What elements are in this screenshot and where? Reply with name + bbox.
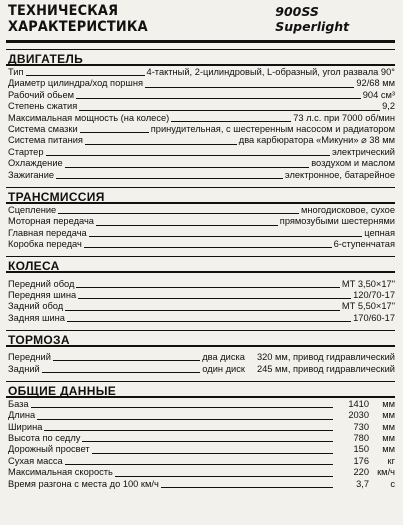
divider — [6, 324, 395, 331]
spec-row — [8, 278, 395, 289]
spec-row — [8, 290, 395, 301]
leader-line — [80, 132, 149, 133]
wheels-rows — [6, 273, 395, 324]
spec-row — [8, 399, 395, 410]
divider — [6, 181, 395, 188]
row-label: Максимальная скорость — [8, 467, 113, 478]
row-label: Передний — [8, 352, 51, 363]
divider — [6, 250, 395, 257]
divider — [6, 43, 395, 50]
leader-line — [85, 144, 237, 145]
leader-line — [58, 213, 299, 214]
row-label: Задний — [8, 363, 40, 374]
section-title-transmission: ТРАНСМИССИЯ — [6, 188, 395, 204]
row-unit: мм — [382, 421, 395, 432]
spec-row — [8, 78, 395, 89]
leader-line — [115, 476, 333, 477]
leader-line — [76, 287, 339, 288]
row-value: МТ 5,50×17" — [341, 301, 395, 312]
spec-row — [8, 352, 395, 363]
leader-line — [82, 441, 333, 442]
spec-row — [8, 479, 395, 490]
section-title-engine: ДВИГАТЕЛЬ — [6, 50, 395, 66]
spec-row — [8, 135, 395, 146]
row-value: 170/60-17 — [353, 312, 395, 323]
row-label: Система смазки — [8, 124, 78, 135]
leader-line — [42, 372, 201, 373]
spec-row — [8, 205, 395, 216]
row-value: электрический — [331, 146, 395, 157]
spec-row — [8, 101, 395, 112]
row-label: Передний обод — [8, 278, 75, 289]
row-label: Рабочий обьем — [8, 89, 75, 100]
leader-line — [65, 310, 340, 311]
row-label: Сухая масса — [8, 455, 63, 466]
row-value: многодисковое, сухое — [301, 205, 395, 215]
row-value: 730 — [353, 421, 369, 432]
row-unit: с — [390, 478, 395, 489]
row-value: 780 — [353, 433, 369, 444]
spec-row — [8, 67, 395, 78]
row-label: Диаметр цилиндра/ход поршня — [8, 78, 144, 89]
row-unit: мм — [382, 398, 395, 409]
row-label: Главная передача — [8, 227, 87, 238]
row-label: Задняя шина — [8, 312, 65, 323]
row-label: Степень сжатия — [8, 101, 78, 112]
row-value: 3,7 — [356, 478, 369, 489]
row-label: База — [8, 398, 29, 409]
leader-line — [96, 225, 278, 226]
row-value: 2030 — [348, 410, 369, 421]
engine-rows — [6, 66, 395, 181]
leader-line — [89, 236, 363, 237]
leader-line — [65, 167, 310, 168]
row-value: прямозубыми шестернями — [279, 216, 395, 227]
row-label: Время разгона с места до 100 км/ч — [8, 478, 159, 489]
spec-row — [8, 363, 395, 374]
row-label: Сцепление — [8, 205, 57, 215]
row-label: Ширина — [8, 421, 43, 432]
leader-line — [161, 487, 333, 488]
row-label: Задний обод — [8, 301, 64, 312]
row-value: 6-ступенчатая — [333, 239, 395, 250]
row-value: 92/68 мм — [356, 78, 395, 89]
leader-line — [53, 360, 200, 361]
spec-row — [8, 467, 395, 478]
spec-row — [8, 410, 395, 421]
row-value: 73 л.с. при 7000 об/мин — [293, 112, 395, 123]
row-value: МТ 3,50×17" — [341, 278, 395, 289]
row-unit: км/ч — [377, 467, 395, 478]
leader-line — [76, 98, 361, 99]
row-label: Зажигание — [8, 169, 55, 180]
row-label: Дорожный просвет — [8, 444, 90, 455]
leader-line — [145, 87, 354, 88]
row-label: Охлаждение — [8, 158, 63, 169]
spec-row — [8, 216, 395, 227]
leader-line — [67, 321, 351, 322]
spec-row — [8, 239, 395, 250]
transmission-rows — [6, 204, 395, 251]
section-title-general: ОБЩИЕ ДАННЫЕ — [6, 382, 395, 398]
spec-row — [8, 113, 395, 124]
row-value: 150 — [353, 444, 369, 455]
leader-line — [56, 178, 283, 179]
row-label: Максимальная мощность (на колесе) — [8, 112, 170, 123]
leader-line — [31, 407, 333, 408]
row-value: 9,2 — [382, 101, 395, 112]
spec-row — [8, 90, 395, 101]
spec-header — [6, 0, 395, 43]
row-label: Коробка передач — [8, 239, 82, 250]
row-unit: мм — [382, 444, 395, 455]
row-unit: мм — [382, 410, 395, 421]
row-unit: мм — [382, 433, 395, 444]
brakes-rows — [6, 347, 395, 375]
row-value: 120/70-17 — [353, 289, 395, 300]
leader-line — [171, 121, 291, 122]
row-value: цепная — [364, 227, 395, 238]
leader-line — [65, 464, 333, 465]
model-name: 900SS Superlight — [275, 4, 350, 34]
row-value: электронное, батарейное — [284, 169, 395, 180]
spec-row — [8, 456, 395, 467]
spec-row — [8, 301, 395, 312]
row-value: 904 см³ — [362, 89, 395, 100]
row-value: 4-тактный, 2-цилиндровый, L-образный, угол развала 90° — [146, 67, 395, 78]
row-value: принудительная, с шестеренным насосом и радиатором — [150, 124, 395, 135]
leader-line — [44, 430, 333, 431]
section-title-brakes: ТОРМОЗА — [6, 331, 395, 347]
row-label: Передняя шина — [8, 289, 77, 300]
spec-row — [8, 433, 395, 444]
leader-line — [79, 110, 380, 111]
row-unit: кг — [387, 455, 395, 466]
row-label: Длина — [8, 410, 36, 421]
row-label: Система питания — [8, 135, 83, 146]
row-value: 176 — [353, 455, 369, 466]
spec-title: ТЕХНИЧЕСКАЯ ХАРАКТЕРИСТИКА — [8, 3, 148, 35]
spec-row — [8, 444, 395, 455]
spec-row — [8, 422, 395, 433]
row-value: 320 мм, привод гидравлический — [256, 352, 395, 363]
row-label: Моторная передача — [8, 216, 94, 227]
row-value: 1410 — [348, 398, 369, 409]
row-value: два карбюратора «Микуни» ⌀ 38 мм — [238, 135, 395, 146]
spec-row — [8, 228, 395, 239]
row-label: Высота по седлу — [8, 433, 81, 444]
row-value: воздухом и маслом — [311, 158, 395, 169]
spec-row — [8, 158, 395, 169]
spec-row — [8, 170, 395, 181]
leader-line — [84, 247, 332, 248]
divider — [6, 375, 395, 382]
spec-row — [8, 124, 395, 135]
spec-row — [8, 313, 395, 324]
row-label: Тип — [8, 67, 24, 78]
leader-line — [92, 453, 333, 454]
leader-line — [46, 155, 330, 156]
leader-line — [78, 298, 351, 299]
brake-type: один диск — [202, 363, 245, 374]
row-value: 220 — [353, 467, 369, 478]
row-label: Стартер — [8, 146, 44, 157]
row-value: 245 мм, привод гидравлический — [256, 363, 395, 374]
spec-row — [8, 147, 395, 158]
section-title-wheels: КОЛЕСА — [6, 257, 395, 273]
brake-type: два диска — [202, 352, 245, 363]
leader-line — [26, 75, 145, 76]
leader-line — [37, 419, 333, 420]
general-rows — [6, 398, 395, 490]
